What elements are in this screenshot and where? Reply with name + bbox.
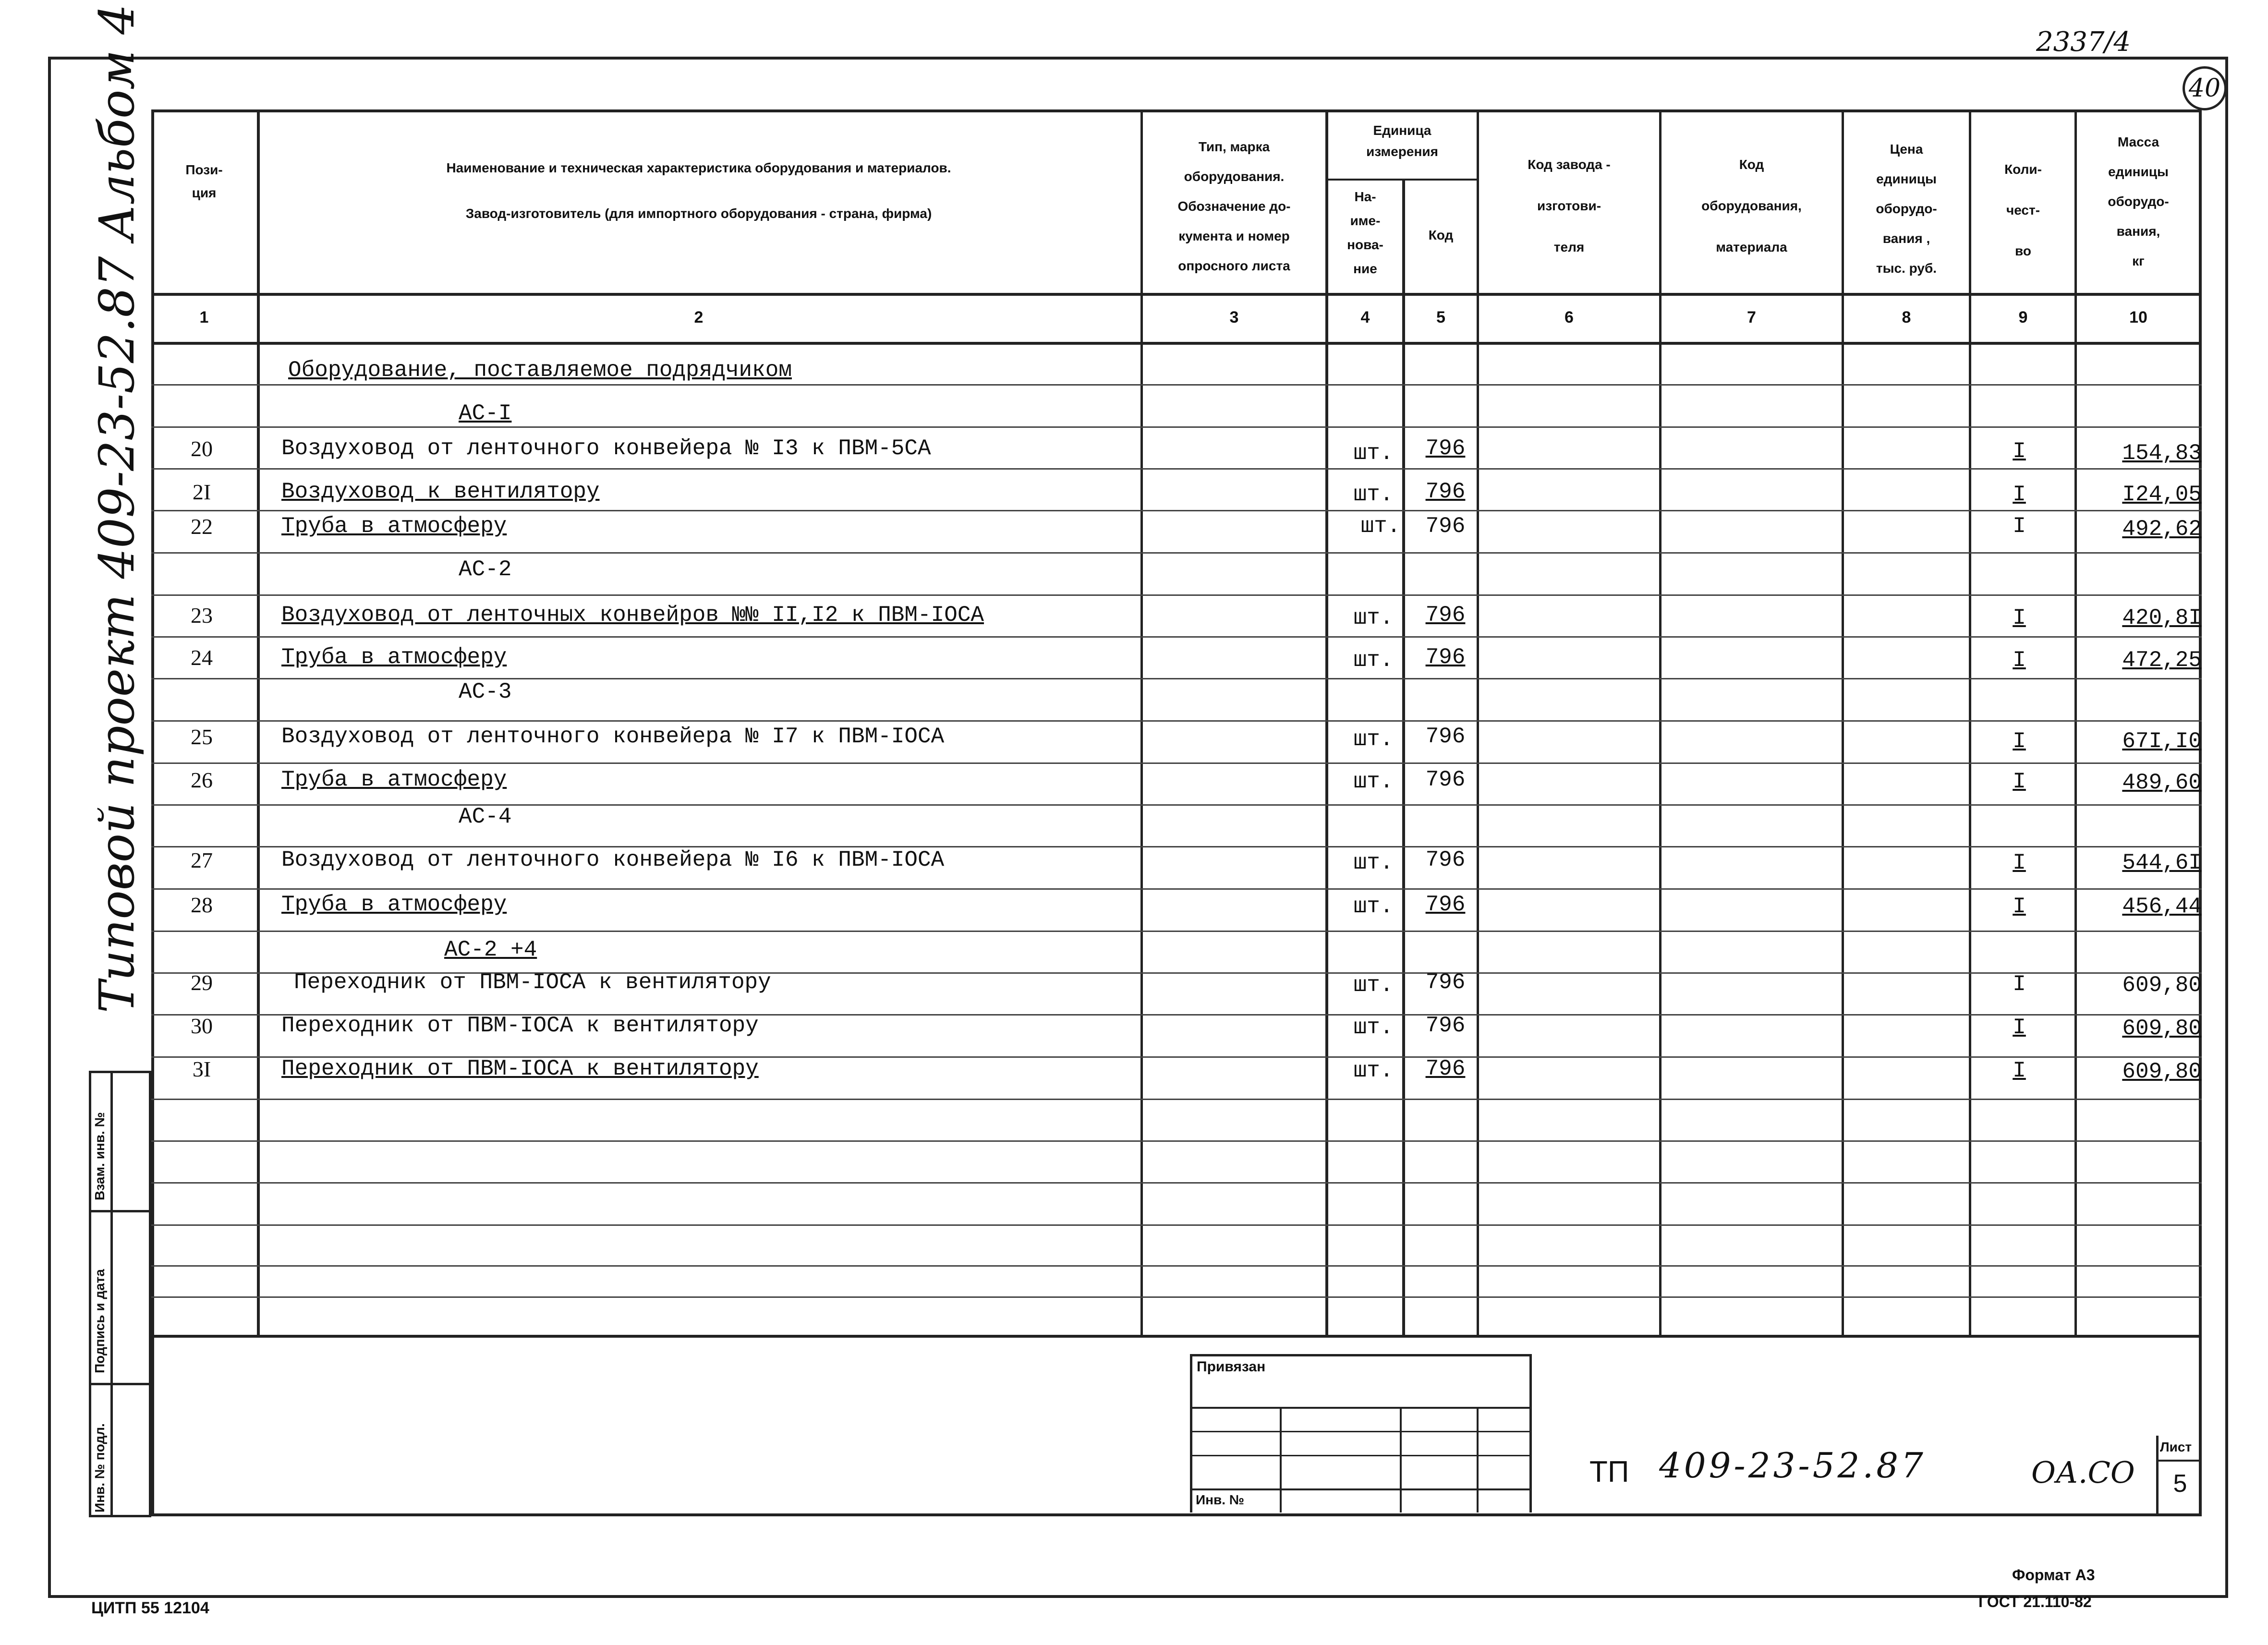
row-mass: 609,80 [2122,973,2202,998]
row-unit: шт. [1353,482,1394,507]
row-unit: шт. [1353,605,1394,630]
row-qty: I [2013,648,2026,673]
col6-header: Код завода - изготови- теля [1528,157,1611,254]
row-qty: I [2013,1058,2026,1083]
footer-print-code: ЦИТП 55 12104 [91,1599,209,1617]
row-mass: 420,8I [2122,605,2202,630]
row-code: 796 [1425,479,1466,504]
row-qty: I [2013,972,2026,997]
row-name: Труба в атмосферу [281,892,507,917]
row-qty: I [2013,769,2026,794]
row-position: 27 [191,848,213,872]
row-position: 30 [191,1014,213,1038]
col10-header: Масса единицы оборудо- вания, кг [2108,134,2169,268]
row-code: 796 [1425,724,1466,749]
col1-header: Пози- ция [185,162,223,200]
colnum-3: 3 [1229,308,1239,327]
colnum-5: 5 [1436,308,1445,327]
stamp-sign-date: Подпись и дата [92,1269,107,1373]
row-code: 796 [1425,436,1466,461]
footer-gost: ГОСТ 21.110-82 [1978,1593,2092,1610]
section-header: АС-3 [459,679,512,704]
sheet-id: 2337/4 [2036,26,2131,58]
col2-header-line1: Наименование и техническая характеристика оборудования и материалов. [446,160,951,175]
section-header: АС-I [459,401,512,426]
row-mass: 456,44 [2122,894,2202,919]
row-position: 24 [191,645,213,670]
row-name: Труба в атмосферу [281,767,507,792]
row-unit: шт. [1353,850,1394,875]
row-position: 3I [192,1057,211,1081]
row-qty: I [2013,514,2026,539]
row-qty: I [2013,439,2026,464]
row-name: Воздуховод от ленточных конвейров №№ II,I2 к ПВМ-IОСА [281,603,984,628]
inv-number-label: Инв. № [1196,1492,1245,1507]
row-code: 796 [1425,1056,1466,1081]
tp-label: ТП [1589,1455,1629,1488]
row-name: Воздуховод к вентилятору [281,479,600,504]
row-qty: I [2013,850,2026,875]
row-code: 796 [1425,970,1466,995]
stamp-replace-inv: Взам. инв. № [92,1112,107,1200]
col8-header: Цена единицы оборудо- вания , тыс. руб. [1876,142,1937,276]
row-name: Переходник от ПВМ-IОСА к вентилятору [294,970,771,995]
sheet-number: 5 [2173,1470,2187,1498]
row-code: 796 [1425,514,1466,539]
colnum-10: 10 [2129,308,2147,327]
colnum-7: 7 [1747,308,1756,327]
row-position: 28 [191,893,213,917]
sheet-circle-number [2183,66,2227,110]
row-unit: шт. [1353,769,1394,794]
row-qty: I [2013,605,2026,630]
row-unit: шт. [1360,514,1401,539]
row-unit: шт. [1353,648,1394,673]
col9-header: Коли- чест- во [2004,162,2042,258]
row-name: Воздуховод от ленточного конвейера № I6 к ПВМ-IОСА [281,847,945,872]
colnum-6: 6 [1565,308,1574,327]
row-name: Воздуховод от ленточного конвейера № I3 к ПВМ-5СА [281,436,931,461]
row-mass: 67I,I0 [2122,729,2202,754]
section-header: АС-2 [459,557,512,582]
row-name: Переходник от ПВМ-IОСА к вентилятору [281,1013,759,1038]
row-code: 796 [1425,603,1466,628]
col5-header: Код [1428,228,1454,242]
footer-format: Формат А3 [2012,1566,2095,1584]
row-position: 26 [191,768,213,792]
row-unit: шт. [1353,973,1394,998]
row-qty: I [2013,729,2026,754]
binding-label: Привязан [1197,1359,1266,1375]
row-mass: 544,6I [2122,850,2202,875]
row-position: 25 [191,725,213,749]
sheet-label: Лист [2160,1439,2192,1454]
row-position: 23 [191,603,213,628]
row-code: 796 [1425,847,1466,872]
colnum-2: 2 [694,308,703,327]
colnum-8: 8 [1902,308,1911,327]
row-name: Переходник от ПВМ-IОСА к вентилятору [281,1056,759,1081]
document-number: 409-23-52.87 [1659,1445,1926,1486]
sheet-circle-text: 40 [2188,74,2221,103]
row-name: Труба в атмосферу [281,645,507,670]
section-header: АС-4 [459,804,512,829]
col4-header: На- име- нова- ние [1347,189,1383,276]
col2-header-line2: Завод-изготовитель (для импортного оборудования - страна, фирма) [465,206,932,221]
row-name: Труба в атмосферу [281,514,507,539]
colnum-1: 1 [199,308,209,327]
colnum-4: 4 [1360,308,1370,327]
row-unit: шт. [1353,441,1394,466]
row-mass: I24,05 [2122,482,2202,507]
row-mass: 154,83 [2122,441,2202,466]
row-mass: 472,25 [2122,648,2202,673]
row-code: 796 [1425,645,1466,670]
row-code: 796 [1425,892,1466,917]
section-header: Оборудование, поставляемое подрядчиком [288,358,792,383]
row-code: 796 [1425,1013,1466,1038]
row-code: 796 [1425,767,1466,792]
col45-group-header: Единица измерения [1366,123,1438,159]
row-unit: шт. [1353,1058,1394,1083]
document-mark: ОА.СО [2031,1455,2135,1490]
row-mass: 609,80 [2122,1059,2202,1084]
row-mass: 492,62 [2122,517,2202,542]
row-mass: 489,60 [2122,770,2202,795]
row-mass: 609,80 [2122,1016,2202,1041]
col7-header: Код оборудования, материала [1701,157,1802,254]
row-name: Воздуховод от ленточного конвейера № I7 к ПВМ-IОСА [281,724,945,749]
stamp-inv-orig: Инв. № подл. [92,1423,107,1512]
row-position: 2I [192,480,211,504]
row-position: 29 [191,970,213,995]
col3-header: Тип, марка оборудования. Обозначение до- кумента и номер опросного листа [1177,139,1291,273]
row-position: 22 [191,514,213,539]
row-qty: I [2013,482,2026,507]
row-qty: I [2013,894,2026,919]
row-position: 20 [191,436,213,461]
row-unit: шт. [1353,1015,1394,1040]
row-qty: I [2013,1015,2026,1040]
colnum-9: 9 [2018,308,2028,327]
section-header: АС-2 +4 [444,937,537,962]
row-unit: шт. [1353,727,1394,752]
row-unit: шт. [1353,894,1394,919]
